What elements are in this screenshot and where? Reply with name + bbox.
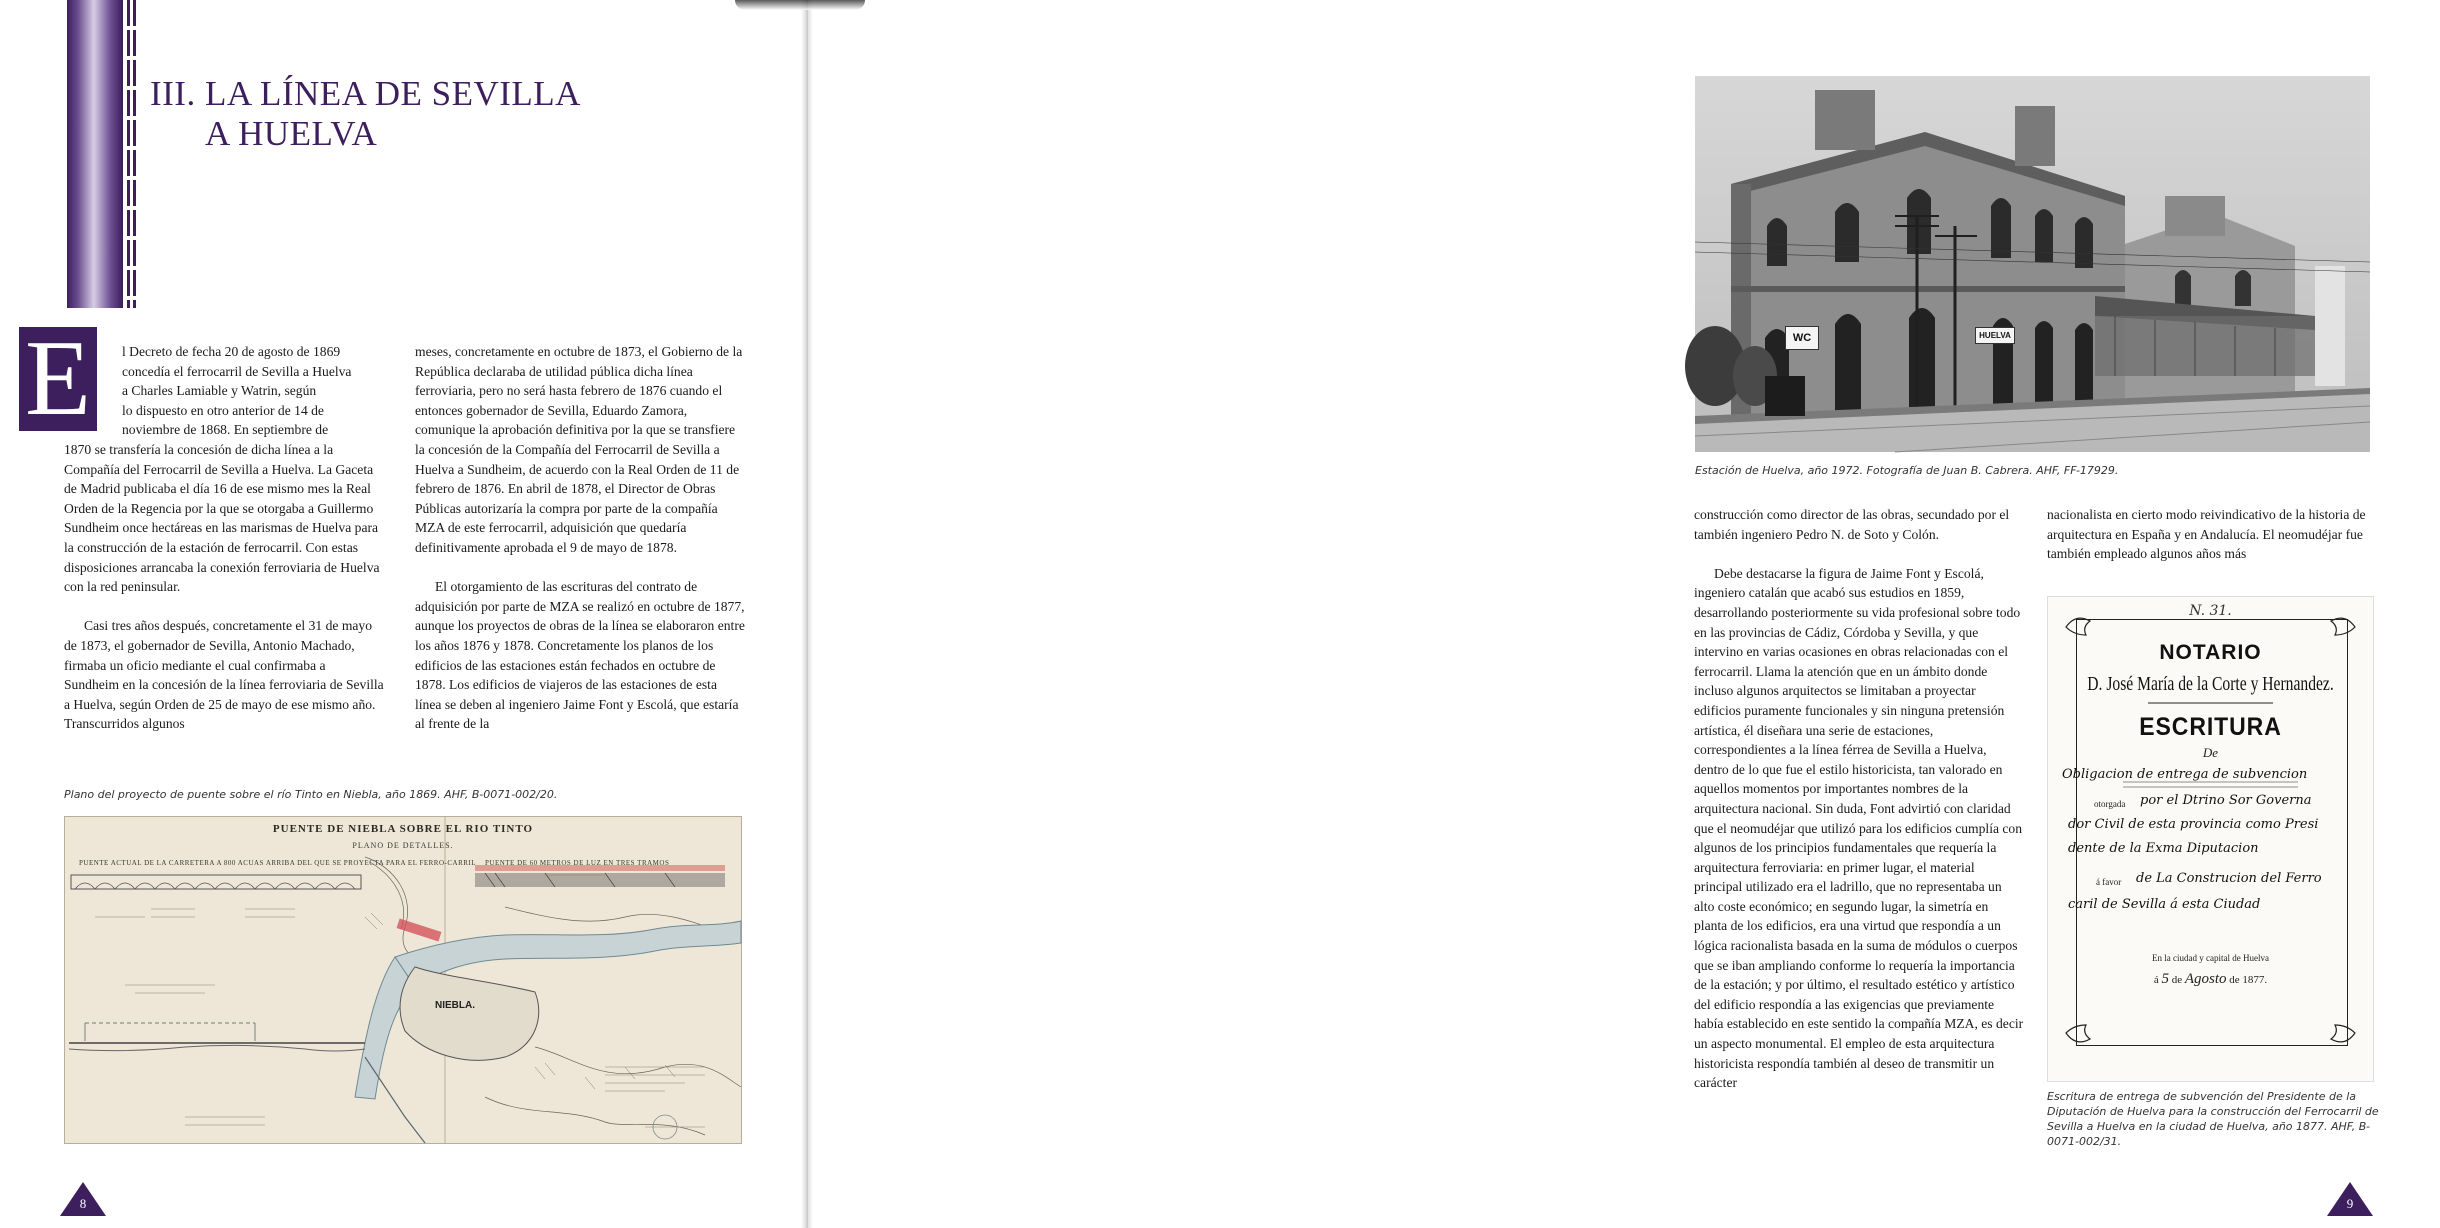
plan-title: PUENTE DE NIEBLA SOBRE EL RIO TINTO	[272, 823, 534, 835]
document-line-2: por el Dtrino Sor Governa	[2140, 793, 2312, 808]
page-number-badge-right	[2327, 1182, 2373, 1216]
station-photo	[1695, 76, 2370, 452]
page-number-badge-left	[60, 1182, 106, 1216]
intro-line-1: l Decreto de fecha 20 de agosto de 1869	[122, 344, 341, 359]
plan-left-label: PUENTE ACTUAL DE LA CARRETERA A 800 ACUAS ARRIBA DEL QUE SE PROYECTA PARA EL FERRO-CARRIL	[79, 859, 477, 867]
decorative-striped-bar	[127, 0, 136, 308]
document-line-3: dor Civil de esta provincia como Presi	[2068, 817, 2319, 832]
notary-name: D. José María de la Corte y Hernandez.	[2087, 673, 2334, 695]
document-otorgada: otorgada	[2094, 799, 2126, 809]
page-number-right: 9	[2346, 1196, 2354, 1211]
deed-document-image	[2047, 596, 2374, 1082]
date-month: Agosto	[2184, 971, 2227, 987]
document-caption: Escritura de entrega de subvención del Presidente de la Diputación de Huelva para la construcción del Ferrocarril de Sevilla a Huelva en la ciudad de Huelva, año 1877. AHF, B-0071-002/31.	[2047, 1090, 2379, 1148]
escritura-heading: ESCRITURA	[2139, 713, 2282, 741]
right-page	[807, 0, 2379, 1228]
chapter-title-line1: III. LA LÍNEA DE SEVILLA	[150, 74, 581, 113]
notario-heading: NOTARIO	[2159, 641, 2262, 664]
chapter-title	[150, 74, 581, 154]
paragraph-text: construcción como director de las obras, secundado por el también ingeniero Pedro N. de Soto y Colón.	[1694, 507, 2010, 542]
plan-subtitle: PLANO DE DETALLES.	[352, 841, 454, 850]
paragraph-text: El otorgamiento de las escrituras del contrato de adquisición por parte de MZA se realizó en octubre de 1877, aunque los proyectos de obras de la línea se elaboraron entre los años 1876 y 1878. Concretamente los planos de los edificios de las estaciones están fechados en octubre de 1878. Los edificios de viajeros de las estaciones de esta línea se deben al ingeniero Jaime Font y Escolá, que estaría al frente de la	[415, 579, 745, 732]
intro-line-5: noviembre de 1868. En septiembre de	[122, 422, 329, 438]
document-a-favor: á favor	[2096, 877, 2122, 887]
document-place: En la ciudad y capital de Huelva	[2152, 953, 2269, 963]
document-line-5: de La Construcion del Ferro	[2136, 871, 2322, 886]
plan-right-label: PUENTE DE 60 METROS DE LUZ EN TRES TRAMOS	[485, 859, 670, 867]
paragraph-text: Debe destacarse la figura de Jaime Font y Escolá, ingeniero catalán que acabó sus estudios en 1859, desarrollando posteriormente su vida profesional sobre todo en las provincias de Cádiz, Córdoba y Sevilla, y que intervino en varias ocasiones en obras relacionadas con el ferrocarril. Llama la atención que en un ámbito donde incluso algunos arquitectos se limitaban a proyectar edificios puramente funcionales y sin ninguna pretensión artística, él diseñara una serie de estaciones, correspondientes a la línea férrea de Sevilla a Huelva, dentro de lo que fue el estilo historicista, tan valorado en aquellos momentos por importantes nombres de la arquitectura nacional. Sin duda, Font advirtió con claridad que el neomudéjar que utilizó para los edificios cumplía con algunos de los principios fundamentales que requería la arquitectura ferroviaria: en primer lugar, el material principal utilizado era el ladrillo, que no representaba un alto coste económico; en segundo lugar, la simetría en planta de los edificios, era una virtud que respondía a un lógica racionalista basada en la suma de módulos o cuerpos que se iban ampliando conforme lo requería la importancia de la estación; y por último, el resultado estético y artístico del edificio respondía a las exigencias que previamente había establecido en este sentido la compañía MZA, es decir un aspecto monumental. El empleo de esta arquitectura historicista respondía también al deseo de transmitir un carácter	[1694, 565, 2024, 1091]
date-year: de 1877.	[2229, 974, 2268, 986]
chapter-title-line2: A HUELVA	[205, 114, 378, 153]
date-prefix: á	[2153, 974, 2159, 986]
photo-caption: Estación de Huelva, año 1972. Fotografía de Juan B. Cabrera. AHF, FF-17929.	[1695, 464, 2119, 477]
wc-sign: WC	[1785, 326, 1819, 350]
document-de: De	[2202, 745, 2219, 760]
body-column-left-2	[415, 342, 745, 753]
page-corner-shadow	[735, 0, 865, 10]
body-column-right-1	[1694, 505, 2024, 1112]
decorative-purple-bar	[67, 0, 123, 308]
intro-line-2: concedía el ferrocarril de Sevilla a Huelva	[122, 363, 352, 379]
bridge-plan-image	[64, 816, 742, 1144]
paragraph-text: meses, concretamente en octubre de 1873, el Gobierno de la República declaraba de utilidad pública dicha línea ferroviaria, pero no será hasta febrero de 1876 cuando el entonces gobernador de Sevilla, Eduardo Zamora, comunique la aprobación definitiva por la que se transfiere la concesión de la Compañía del Ferrocarril de Sevilla a Huelva a Sundheim, de acuerdo con la Real Orden de 11 de febrero de 1876. En abril de 1878, el Director de Obras Públicas autorizaría la compra por parte de la compañía MZA de este ferrocarril, adquisición que quedaría definitivamente aprobada el 9 de mayo de 1878.	[415, 344, 743, 555]
paragraph-text: 1870 se transfería la concesión de dicha línea a la Compañía del Ferrocarril de Sevilla a Huelva. La Gaceta de Madrid publicaba el día 16 de ese mismo mes la Real Orden de la Regencia por la que se otorgaba a Guillermo Sundheim once hectáreas en las marismas de Huelva para la construcción de la estación de ferrocarril. Con estas disposiciones arrancaba la conexión ferroviaria de Huelva con la red peninsular.	[64, 441, 380, 595]
document-line-4: dente de la Exma Diputacion	[2068, 841, 2259, 856]
station-photo-drawing	[1695, 76, 2370, 452]
date-day: 5	[2161, 971, 2169, 987]
document-date	[2048, 971, 2373, 988]
paragraph-text: Casi tres años después, concretamente el 31 de mayo de 1873, el gobernador de Sevilla, Antonio Machado, firmaba un oficio mediante el cual confirmaba a Sundheim en la concesión de la línea ferroviaria de Sevilla a Huelva, según Orden de 25 de mayo de ese mismo año. Transcurridos algunos	[64, 618, 384, 732]
document-line-6: caril de Sevilla á esta Ciudad	[2068, 897, 2261, 912]
document-number: N. 31.	[2189, 603, 2232, 619]
book-spine	[801, 0, 813, 1228]
left-page	[0, 0, 807, 1228]
plan-town-label: NIEBLA.	[435, 1000, 475, 1011]
paragraph-text: nacionalista en cierto modo reivindicativo de la historia de arquitectura en España y en Andalucía. El neomudéjar fue también empleado algunos años más	[2047, 507, 2366, 562]
document-line-1: Obligacion de entrega de subvencion	[2062, 767, 2308, 782]
date-de: de	[2171, 974, 2183, 986]
plan-caption: Plano del proyecto de puente sobre el río Tinto en Niebla, año 1869. AHF, B-0071-002/20.	[64, 788, 558, 801]
page-number-left: 8	[79, 1196, 87, 1211]
body-column-right-2	[2047, 505, 2377, 583]
ornament-icon	[2048, 597, 2373, 1081]
intro-line-4: lo dispuesto en otro anterior de 14 de	[122, 402, 324, 418]
intro-line-3: a Charles Lamiable y Watrin, según	[122, 383, 317, 399]
drop-cap: E	[19, 327, 97, 431]
huelva-sign: HUELVA	[1975, 327, 2015, 344]
body-column-left-1	[64, 342, 384, 753]
